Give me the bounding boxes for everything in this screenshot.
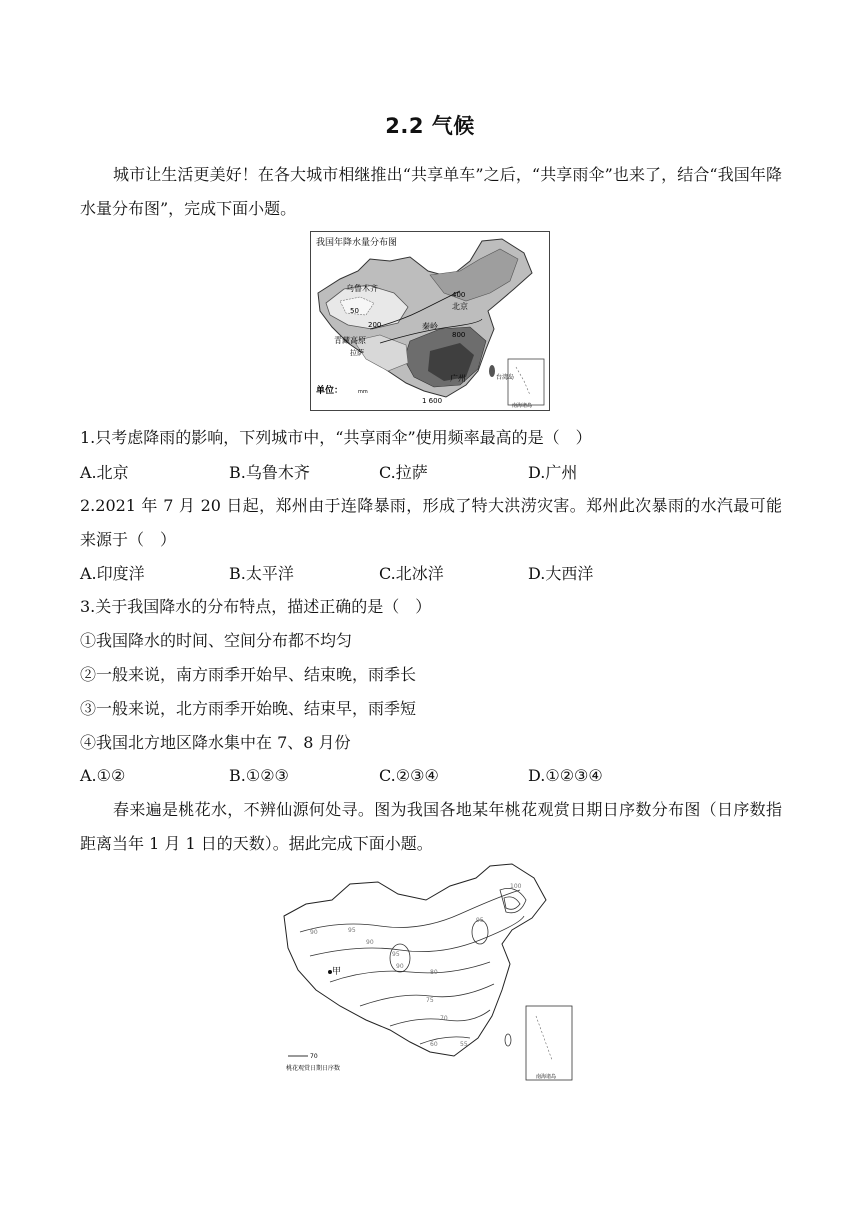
legend-value: 70	[310, 1053, 318, 1060]
q3-option-d[interactable]: D.①②③④	[528, 766, 603, 785]
label-lhasa: 拉萨	[350, 349, 364, 357]
q1-option-b[interactable]: B.乌鲁木齐	[229, 463, 310, 482]
q1-option-a[interactable]: A.北京	[80, 463, 129, 482]
q2-option-d[interactable]: D.大西洋	[528, 564, 594, 583]
q2-option-c[interactable]: C.北冰洋	[379, 564, 444, 583]
q3-statement-2: ②一般来说，南方雨季开始早、结束晚，雨季长	[80, 665, 417, 684]
label-taiwan: 台湾岛	[496, 374, 515, 381]
q1-option-c[interactable]: C.拉萨	[379, 463, 428, 482]
label-urumqi: 乌鲁木齐	[346, 284, 378, 293]
label-qinling: 秦岭	[422, 322, 438, 331]
intro-paragraph-2: 春来遍是桃花水，不辨仙源何处寻。图为我国各地某年桃花观赏日期日序数分布图（日序数指距离当年 1 月 1 日的天数）。据此完成下面小题。	[80, 800, 782, 853]
question-2-stem: 2.2021 年 7 月 20 日起，郑州由于连降暴雨，形成了特大洪涝灾害。郑州此次暴雨的水汽最可能来源于（ ）	[80, 496, 782, 549]
precipitation-map	[310, 231, 550, 411]
label-jia: 甲	[332, 967, 342, 977]
label-60: 60	[430, 1041, 438, 1048]
unit-label: 单位：	[316, 386, 344, 396]
inset-label: 南海诸岛	[512, 403, 533, 409]
intro-paragraph-1: 城市让生活更美好！在各大城市相继推出“共享单车”之后，“共享雨伞”也来了，结合“我国年降水量分布图”，完成下面小题。	[80, 165, 782, 218]
legend-text: 桃花观赏日期日序数	[286, 1065, 341, 1072]
map1-title: 我国年降水量分布图	[316, 238, 398, 248]
q3-option-a[interactable]: A.①②	[80, 766, 126, 785]
label-95c: 95	[476, 917, 484, 924]
q2-option-b[interactable]: B.太平洋	[229, 564, 294, 583]
label-50: 50	[350, 307, 359, 315]
page-title: 2.2 气候	[385, 114, 475, 138]
label-90c: 90	[396, 963, 404, 970]
label-90a: 90	[310, 929, 318, 936]
label-80: 80	[430, 969, 438, 976]
q3-statement-1: ①我国降水的时间、空间分布都不均匀	[80, 631, 353, 650]
label-70: 70	[440, 1015, 448, 1022]
q3-option-b[interactable]: B.①②③	[229, 766, 289, 785]
peach-blossom-map	[280, 860, 580, 1085]
unit-value: mm	[358, 389, 368, 395]
label-95b: 95	[392, 951, 400, 958]
q1-option-d[interactable]: D.广州	[528, 463, 578, 482]
label-100: 100	[510, 883, 522, 890]
label-beijing: 北京	[452, 302, 468, 311]
q3-statement-4: ④我国北方地区降水集中在 7、8 月份	[80, 733, 351, 752]
label-75: 75	[426, 997, 434, 1004]
label-800: 800	[452, 331, 466, 339]
label-400: 400	[452, 291, 466, 299]
label-plateau: 青藏高原	[334, 336, 366, 345]
inset-label-2: 南海诸岛	[536, 1074, 557, 1080]
question-1-stem: 1.只考虑降雨的影响，下列城市中，“共享雨伞”使用频率最高的是（ ）	[80, 428, 592, 447]
q3-statement-3: ③一般来说，北方雨季开始晚、结束早，雨季短	[80, 699, 417, 718]
q2-option-a[interactable]: A.印度洋	[80, 564, 145, 583]
label-90b: 90	[366, 939, 374, 946]
label-95a: 95	[348, 927, 356, 934]
label-55: 55	[460, 1041, 468, 1048]
label-guangzhou: 广州	[450, 374, 466, 383]
question-3-stem: 3.关于我国降水的分布特点，描述正确的是（ ）	[80, 597, 432, 616]
label-200: 200	[368, 321, 382, 329]
q3-option-c[interactable]: C.②③④	[379, 766, 439, 785]
label-1600: 1 600	[422, 397, 443, 405]
